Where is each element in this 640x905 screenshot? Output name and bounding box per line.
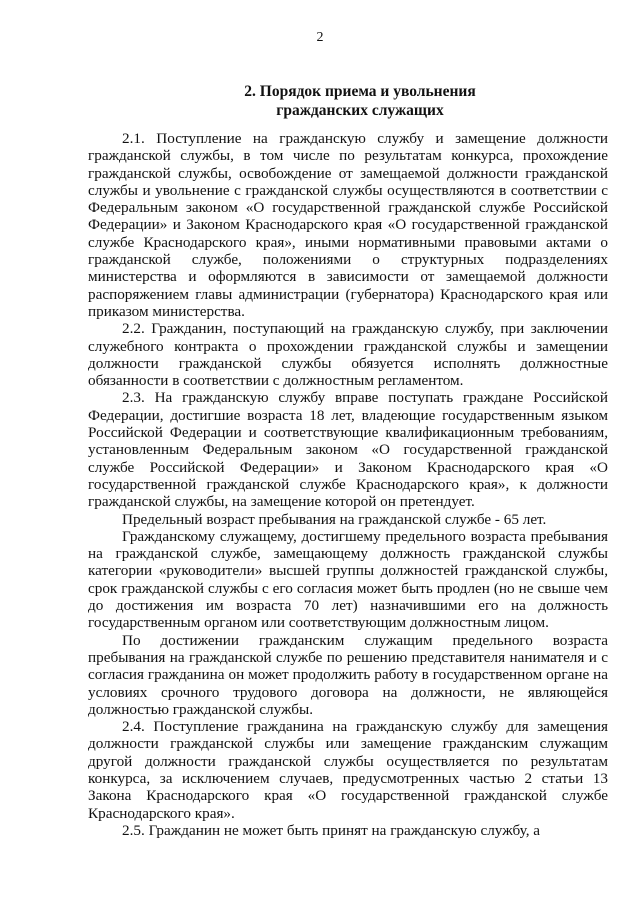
body-text bbox=[88, 130, 608, 839]
paragraph-2-5: 2.5. Гражданин не может быть принят на гражданскую службу, а bbox=[122, 821, 541, 839]
paragraph-age-limit: Предельный возраст пребывания на гражданской службе - 65 лет. bbox=[122, 510, 547, 528]
section-heading-line-2: гражданских служащих bbox=[276, 102, 444, 119]
paragraph-extension: Гражданскому служащему, достигшему предельного возраста пребывания на гражданской службе, замещающему должность гражданской службы категории «руководители» высшей группы должностей гражданской службы, срок гражданской службы с его согласия может быть продлен (но не свыше чем до достижения им возраста 70 лет) назначившими его на должность государственным органом или соответствующим должностным лицом. bbox=[88, 527, 608, 632]
paragraph-2-3: 2.3. На гражданскую службу вправе поступать граждане Российской Федерации, достигшие возраста 18 лет, владеющие государственным языком Российской Федерации и соответствующие квалификационным требованиям, установленным Федеральным законом «О государственной гражданской службе Российской Федерации» и Законом Краснодарского края «О государственной гражданской службе Краснодарского края», к должности гражданской службы, на замещение которой он претендует. bbox=[88, 389, 608, 511]
page-number: 2 bbox=[316, 30, 324, 45]
section-heading bbox=[60, 82, 640, 120]
paragraph-2-2: 2.2. Гражданин, поступающий на гражданскую службу, при заключении служебного контракта о прохождении гражданской службы и замещении должности гражданской службы обязуется исполнять должностные обязанности в соответствии с должностным регламентом. bbox=[88, 320, 608, 390]
section-heading-line-1: 2. Порядок приема и увольнения bbox=[244, 83, 476, 100]
paragraph-continuation: По достижении гражданским служащим предельного возраста пребывания на гражданской службе по решению представителя нанимателя и с согласия гражданина он может продолжить работу в государственном органе на условиях срочного трудового договора на должности, не являющейся должностью гражданской службы. bbox=[88, 631, 608, 718]
paragraph-2-1: 2.1. Поступление на гражданскую службу и замещение должности гражданской службы, в том числе по результатам конкурса, прохождение гражданской службы, освобождение от замещаемой должности гражданской службы и увольнение с гражданской службы осуществляются в соответствии с Федеральным законом «О государственной гражданской службе Российской Федерации» и Законом Краснодарского края «О государственной гражданской службе Краснодарского края», иными нормативными правовыми актами о гражданской службе, положениями о структурных подразделениях министерства и оформляются в зависимости от замещаемой должности распоряжением главы администрации (губернатора) Краснодарского края или приказом министерства. bbox=[88, 130, 608, 320]
paragraph-2-4: 2.4. Поступление гражданина на гражданскую службу для замещения должности гражданской службы или замещение гражданским служащим другой должности гражданской службы осуществляется по результатам конкурса, за исключением случаев, предусмотренных частью 2 статьи 13 Закона Краснодарского края «О государственной гражданской службе Краснодарского края». bbox=[88, 718, 608, 822]
